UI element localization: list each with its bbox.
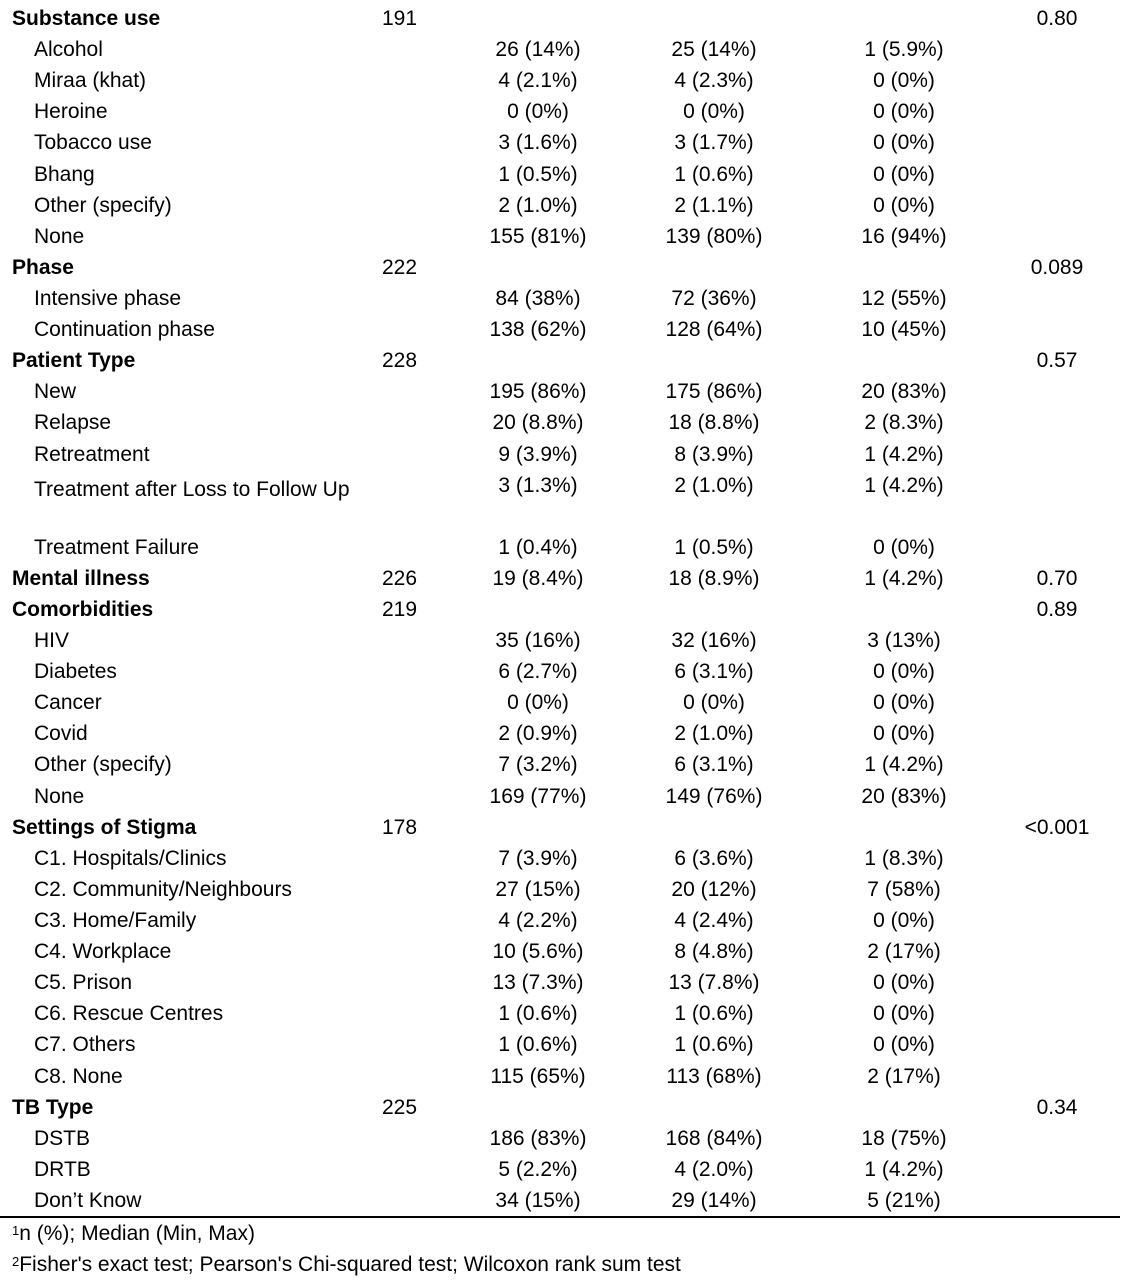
p-value [994, 874, 1120, 905]
group2-value: 0 (0%) [873, 909, 935, 932]
group1-value [614, 594, 814, 625]
row-label: DRTB [34, 1157, 91, 1181]
group2-value [814, 1092, 994, 1123]
n-value: 191 [382, 7, 418, 31]
row-label: Comorbidities [12, 597, 154, 621]
row-label: Mental illness [12, 566, 150, 590]
overall-value: 4 (2.2%) [498, 909, 578, 932]
group1-value: 29 (14%) [614, 1185, 814, 1217]
p-value [994, 1123, 1120, 1154]
group1-value: 6 (3.1%) [674, 660, 754, 684]
table-row [0, 1092, 1120, 1123]
p-value [994, 96, 1120, 127]
n-value [372, 34, 462, 65]
row-label: DSTB [34, 1126, 91, 1150]
n-value [372, 1061, 462, 1092]
row-label: Covid [34, 722, 88, 746]
row-label: HIV [34, 629, 70, 653]
n-value [372, 96, 462, 127]
p-value [994, 1154, 1120, 1185]
overall-value [462, 3, 614, 34]
n-value [372, 159, 462, 190]
overall-value: 0 (0%) [507, 691, 569, 715]
table-row [0, 905, 1120, 936]
table-row [0, 190, 1120, 221]
n-value [372, 1185, 462, 1217]
group1-value: 1 (0.6%) [674, 1033, 754, 1057]
n-value [372, 439, 462, 470]
n-value [372, 1029, 462, 1060]
group2-value: 0 (0%) [873, 971, 935, 995]
group1-value: 6 (3.1%) [674, 753, 754, 777]
p-value [994, 1185, 1120, 1217]
overall-value: 27 (15%) [495, 877, 581, 901]
row-label: C1. Hospitals/Clinics [34, 846, 227, 870]
group1-value: 6 (3.6%) [674, 846, 754, 870]
row-label: Continuation phase [34, 318, 215, 342]
row-label: Phase [12, 255, 74, 279]
p-value [994, 221, 1120, 252]
table-row [0, 1154, 1120, 1185]
row-label: New [34, 380, 77, 404]
group1-value: 0 (0%) [683, 100, 745, 124]
group1-value: 1 (0.6%) [674, 1002, 754, 1026]
table-row [0, 470, 1120, 532]
table-row [0, 1123, 1120, 1154]
p-value: 0.34 [1036, 1095, 1078, 1119]
overall-value: 138 (62%) [489, 318, 587, 342]
table-row [0, 376, 1120, 407]
overall-value: 9 (3.9%) [498, 442, 578, 466]
group2-value: 0 (0%) [873, 691, 935, 715]
footnote-mark: 2 [12, 1254, 20, 1269]
group2-value: 1 (4.2%) [864, 473, 944, 497]
row-label: Treatment Failure [34, 535, 199, 559]
p-value [994, 314, 1120, 345]
group1-value: 3 (1.7%) [674, 131, 754, 155]
p-value [994, 936, 1120, 967]
overall-value: 1 (0.4%) [498, 535, 578, 559]
row-label: None [34, 784, 85, 808]
overall-value: 34 (15%) [462, 1185, 614, 1217]
row-label: Intensive phase [34, 287, 182, 311]
p-value [994, 439, 1120, 470]
group2-value: 0 (0%) [873, 162, 935, 186]
group1-value: 25 (14%) [671, 38, 757, 62]
group2-value: 0 (0%) [873, 193, 935, 217]
group1-value: 2 (1.0%) [674, 722, 754, 746]
footnote-2 [12, 1253, 681, 1276]
row-label: Cancer [34, 691, 102, 715]
n-value [372, 65, 462, 96]
row-label: C4. Workplace [34, 940, 172, 964]
p-value [994, 532, 1120, 563]
table-row [0, 563, 1120, 594]
overall-value: 155 (81%) [489, 224, 587, 248]
group1-value: 4 (2.3%) [674, 69, 754, 93]
table-row [0, 812, 1120, 843]
group2-value: 7 (58%) [867, 877, 941, 901]
overall-value: 7 (3.2%) [498, 753, 578, 777]
table-row [0, 1185, 1120, 1217]
group2-value: 0 (0%) [873, 100, 935, 124]
p-value [994, 843, 1120, 874]
table-row [0, 314, 1120, 345]
row-label: C7. Others [34, 1033, 136, 1057]
overall-value: 115 (65%) [490, 1064, 586, 1088]
p-value: 0.089 [1030, 255, 1084, 279]
group2-value: 1 (4.2%) [864, 1157, 944, 1181]
statistics-table [0, 3, 1120, 1218]
n-value [372, 936, 462, 967]
n-value [372, 749, 462, 780]
overall-value: 186 (83%) [489, 1126, 587, 1150]
row-label: Don’t Know [0, 1185, 372, 1217]
overall-value: 2 (1.0%) [498, 193, 578, 217]
n-value [372, 1154, 462, 1185]
group1-value: 8 (3.9%) [674, 442, 754, 466]
group2-value: 0 (0%) [873, 722, 935, 746]
group2-value: 12 (55%) [861, 287, 947, 311]
p-value [994, 127, 1120, 158]
overall-value: 84 (38%) [495, 287, 581, 311]
overall-value: 6 (2.7%) [498, 660, 578, 684]
n-value [372, 221, 462, 252]
n-value: 226 [382, 566, 418, 590]
table-row [0, 407, 1120, 438]
group1-value: 0 (0%) [683, 691, 745, 715]
row-label: C2. Community/Neighbours [34, 877, 292, 901]
group1-value [614, 252, 814, 283]
n-value: 228 [382, 349, 418, 373]
row-label: Treatment after Loss to Follow Up [34, 477, 350, 501]
p-value [994, 65, 1120, 96]
overall-value: 26 (14%) [495, 38, 581, 62]
group2-value: 0 (0%) [873, 660, 935, 684]
table-row [0, 687, 1120, 718]
group1-value [614, 345, 814, 376]
table-row [0, 1061, 1120, 1092]
group1-value [614, 1092, 814, 1123]
p-value [994, 1061, 1120, 1092]
n-value [372, 283, 462, 314]
n-value [372, 967, 462, 998]
overall-value [462, 252, 614, 283]
group2-value: 2 (17%) [867, 1064, 941, 1088]
table-row [0, 594, 1120, 625]
table-row [0, 874, 1120, 905]
n-value: 222 [382, 255, 418, 279]
group1-value: 4 (2.4%) [674, 909, 754, 932]
row-label: Patient Type [12, 349, 136, 373]
table-row [0, 283, 1120, 314]
n-value [372, 376, 462, 407]
row-label: C6. Rescue Centres [34, 1002, 224, 1026]
overall-value [462, 1092, 614, 1123]
row-label: C5. Prison [34, 971, 133, 995]
n-value [372, 687, 462, 718]
p-value [994, 718, 1120, 749]
group2-value [814, 345, 994, 376]
group1-value: 8 (4.8%) [674, 940, 754, 964]
p-value [994, 34, 1120, 65]
p-value: 0.89 [1036, 597, 1078, 621]
n-value [372, 470, 462, 532]
group1-value: 1 (0.5%) [674, 535, 754, 559]
group2-value: 20 (83%) [861, 380, 947, 404]
row-label: Substance use [12, 7, 161, 31]
table-row [0, 936, 1120, 967]
group2-value: 1 (4.2%) [864, 566, 944, 590]
footnote-text: n (%); Median (Min, Max) [19, 1222, 255, 1245]
overall-value [462, 594, 614, 625]
overall-value: 4 (2.1%) [498, 69, 578, 93]
overall-value: 0 (0%) [507, 100, 569, 124]
footnote-text: Fisher's exact test; Pearson's Chi-squared test; Wilcoxon rank sum test [19, 1253, 681, 1276]
row-label: None [34, 224, 85, 248]
table-row [0, 439, 1120, 470]
group2-value [814, 594, 994, 625]
group2-value: 0 (0%) [873, 69, 935, 93]
p-value [994, 1029, 1120, 1060]
p-value [994, 781, 1120, 812]
table-row [0, 967, 1120, 998]
row-label: Other (specify) [34, 193, 172, 217]
row-label: Alcohol [34, 38, 103, 62]
n-value: 178 [382, 815, 418, 839]
table-row [0, 3, 1120, 34]
group2-value: 10 (45%) [861, 318, 947, 342]
row-label: C3. Home/Family [34, 909, 197, 932]
table-row [0, 718, 1120, 749]
overall-value: 195 (86%) [489, 380, 587, 404]
row-label: C8. None [34, 1064, 123, 1088]
p-value [994, 656, 1120, 687]
group2-value: 1 (8.3%) [864, 846, 944, 870]
n-value [372, 718, 462, 749]
table-row [0, 998, 1120, 1029]
n-value [372, 843, 462, 874]
group1-value: 20 (12%) [671, 877, 757, 901]
p-value: 0.57 [1036, 349, 1078, 373]
n-value [372, 314, 462, 345]
group1-value: 2 (1.1%) [674, 193, 754, 217]
n-value [372, 625, 462, 656]
group1-value: 32 (16%) [671, 629, 757, 653]
group2-value: 20 (83%) [861, 784, 947, 808]
overall-value: 7 (3.9%) [498, 846, 578, 870]
n-value [372, 874, 462, 905]
overall-value [462, 345, 614, 376]
n-value: 219 [382, 597, 418, 621]
group1-value: 4 (2.0%) [674, 1157, 754, 1181]
group2-value: 0 (0%) [873, 535, 935, 559]
group1-value: 72 (36%) [671, 287, 757, 311]
p-value [994, 407, 1120, 438]
group2-value: 0 (0%) [873, 1033, 935, 1057]
table-row [0, 34, 1120, 65]
table-row [0, 625, 1120, 656]
n-value [372, 190, 462, 221]
group2-value: 16 (94%) [861, 224, 947, 248]
overall-value: 5 (2.2%) [498, 1157, 578, 1181]
table-row [0, 781, 1120, 812]
table-row [0, 127, 1120, 158]
group2-value: 3 (13%) [867, 629, 941, 653]
row-label: Tobacco use [34, 131, 152, 155]
group2-value: 1 (4.2%) [864, 753, 944, 777]
row-label: Relapse [34, 411, 112, 435]
group2-value [814, 3, 994, 34]
p-value [994, 625, 1120, 656]
row-label: Diabetes [34, 660, 117, 684]
table-row [0, 65, 1120, 96]
table-row [0, 1029, 1120, 1060]
n-value [372, 781, 462, 812]
group2-value: 1 (4.2%) [864, 442, 944, 466]
row-label: Settings of Stigma [12, 815, 197, 839]
row-label: Heroine [34, 100, 108, 124]
group2-value: 2 (8.3%) [864, 411, 944, 435]
overall-value: 20 (8.8%) [492, 411, 584, 435]
group1-value: 149 (76%) [665, 784, 763, 808]
group2-value [814, 252, 994, 283]
group1-value: 175 (86%) [665, 380, 763, 404]
group1-value: 139 (80%) [665, 224, 763, 248]
group1-value: 128 (64%) [665, 318, 763, 342]
n-value [372, 407, 462, 438]
p-value [994, 749, 1120, 780]
n-value [372, 532, 462, 563]
group1-value: 113 (68%) [666, 1064, 762, 1088]
table-row [0, 159, 1120, 190]
overall-value: 3 (1.6%) [498, 131, 578, 155]
group1-value: 13 (7.8%) [668, 971, 760, 995]
n-value [372, 1123, 462, 1154]
group2-value: 1 (5.9%) [864, 38, 944, 62]
group2-value: 0 (0%) [873, 131, 935, 155]
footnote-mark: 1 [12, 1223, 20, 1238]
overall-value: 13 (7.3%) [492, 971, 584, 995]
n-value [372, 127, 462, 158]
p-value [994, 687, 1120, 718]
row-label: Other (specify) [34, 753, 172, 777]
table-row [0, 96, 1120, 127]
n-value [372, 656, 462, 687]
group1-value [614, 3, 814, 34]
row-label: Miraa (khat) [34, 69, 147, 93]
table-row [0, 656, 1120, 687]
row-label: TB Type [12, 1095, 94, 1119]
overall-value [462, 812, 614, 843]
overall-value: 35 (16%) [495, 629, 581, 653]
p-value [994, 283, 1120, 314]
overall-value: 3 (1.3%) [498, 473, 578, 497]
group2-value [814, 812, 994, 843]
p-value [994, 190, 1120, 221]
table-row [0, 532, 1120, 563]
overall-value: 2 (0.9%) [498, 722, 578, 746]
group2-value: 2 (17%) [867, 940, 941, 964]
row-label: Bhang [34, 162, 95, 186]
group1-value [614, 812, 814, 843]
overall-value: 169 (77%) [489, 784, 587, 808]
p-value: 0.80 [1036, 7, 1078, 31]
n-value [372, 998, 462, 1029]
p-value: 0.70 [1036, 566, 1078, 590]
group2-value: 5 (21%) [814, 1185, 994, 1217]
overall-value: 1 (0.6%) [498, 1002, 578, 1026]
group1-value: 18 (8.8%) [668, 411, 760, 435]
group2-value: 0 (0%) [873, 1002, 935, 1026]
overall-value: 1 (0.5%) [498, 162, 578, 186]
p-value [994, 470, 1120, 532]
overall-value: 10 (5.6%) [492, 940, 584, 964]
table-row [0, 843, 1120, 874]
table-row [0, 221, 1120, 252]
footnote-1 [12, 1222, 255, 1245]
group1-value: 1 (0.6%) [674, 162, 754, 186]
group1-value: 18 (8.9%) [668, 566, 760, 590]
n-value [372, 905, 462, 936]
n-value: 225 [382, 1095, 418, 1119]
overall-value: 19 (8.4%) [492, 566, 584, 590]
p-value [994, 998, 1120, 1029]
group1-value: 2 (1.0%) [674, 473, 754, 497]
group1-value: 168 (84%) [665, 1126, 763, 1150]
p-value [994, 376, 1120, 407]
table-row [0, 345, 1120, 376]
table-body [0, 3, 1120, 1217]
p-value: <0.001 [1024, 815, 1090, 839]
row-label: Retreatment [34, 442, 150, 466]
overall-value: 1 (0.6%) [498, 1033, 578, 1057]
p-value [994, 159, 1120, 190]
table-row [0, 252, 1120, 283]
p-value [994, 967, 1120, 998]
table-row [0, 749, 1120, 780]
group2-value: 18 (75%) [861, 1126, 947, 1150]
p-value [994, 905, 1120, 936]
